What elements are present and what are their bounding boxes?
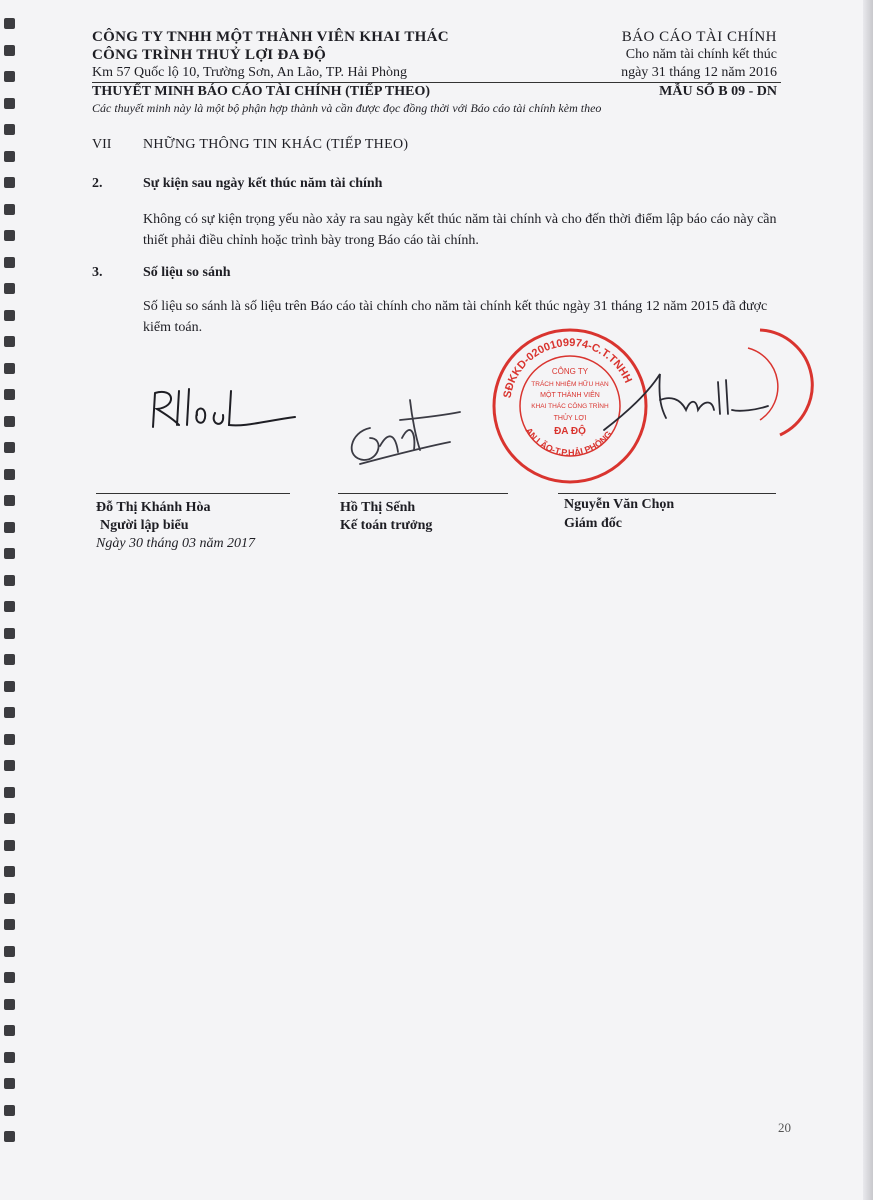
seal-line5: THỦY LỢI <box>553 415 587 422</box>
binding-hole <box>4 442 15 453</box>
item-number: 2. <box>92 176 103 191</box>
signatory-role: Người lập biểu <box>100 518 189 533</box>
report-title: BÁO CÁO TÀI CHÍNH <box>621 29 777 45</box>
signatory-name: Hồ Thị Sếnh <box>340 500 416 515</box>
binding-hole <box>4 124 15 135</box>
signature-director <box>600 370 770 440</box>
binding-hole <box>4 1052 15 1063</box>
binding-hole <box>4 283 15 294</box>
item-text: Không có sự kiện trọng yếu nào xảy ra sau ngày kết thúc năm tài chính và cho đến thời điểm lập báo cáo này cần thiết phải điều chỉnh hoặc trình bày trong Báo cáo tài chính. <box>143 212 777 248</box>
company-name-line2: CÔNG TRÌNH THUỶ LỢI ĐA ĐỘ <box>92 47 327 63</box>
notes-title: THUYẾT MINH BÁO CÁO TÀI CHÍNH (TIẾP THEO) <box>92 84 431 99</box>
binding-hole <box>4 71 15 82</box>
seal-ring-text: SĐKKD-0200109974-C.T.TNHH <box>501 336 634 400</box>
binding-hole <box>4 1105 15 1116</box>
company-address: Km 57 Quốc lộ 10, Trường Sơn, An Lão, TP. Hải Phòng <box>92 65 407 80</box>
signatory-name: Nguyễn Văn Chọn <box>564 497 675 512</box>
signature-chief-accountant <box>340 398 470 473</box>
binding-hole <box>4 946 15 957</box>
notes-subtitle: Các thuyết minh này là một bộ phận hợp thành và cần được đọc đồng thời với Báo cáo tài chính kèm theo <box>92 101 602 115</box>
seal-line6: ĐA ĐỘ <box>554 426 586 437</box>
signatory-name: Đỗ Thị Khánh Hòa <box>96 500 211 515</box>
binding-hole <box>4 840 15 851</box>
binding-hole <box>4 151 15 162</box>
page-edge <box>863 0 873 1200</box>
binding-hole <box>4 522 15 533</box>
seal-line2: TRÁCH NHIỆM HỮU HẠN <box>531 381 609 388</box>
binding-hole <box>4 654 15 665</box>
section-number: VII <box>92 137 112 152</box>
signature-line <box>338 493 508 494</box>
signature-line <box>558 493 776 494</box>
page-number: 20 <box>778 1120 791 1135</box>
binding-hole <box>4 469 15 480</box>
seal-line3: MỘT THÀNH VIÊN <box>540 392 600 399</box>
binding-hole <box>4 919 15 930</box>
report-period-line1: Cho năm tài chính kết thúc <box>625 47 777 62</box>
company-name-line1: CÔNG TY TNHH MỘT THÀNH VIÊN KHAI THÁC <box>92 29 449 45</box>
binding-hole <box>4 681 15 692</box>
binding-hole <box>4 893 15 904</box>
signature-preparer <box>145 385 305 445</box>
binding-hole <box>4 1131 15 1142</box>
binding-hole <box>4 999 15 1010</box>
binding-hole <box>4 389 15 400</box>
binding-hole <box>4 787 15 798</box>
binding-hole <box>4 760 15 771</box>
binding-hole <box>4 257 15 268</box>
item-title: Sự kiện sau ngày kết thúc năm tài chính <box>143 176 383 191</box>
form-code: MẪU SỐ B 09 - DN <box>659 84 777 99</box>
binding-hole <box>4 813 15 824</box>
binding-hole <box>4 495 15 506</box>
binding-hole <box>4 1078 15 1089</box>
binding-hole <box>4 98 15 109</box>
binding-hole <box>4 707 15 718</box>
item-number: 3. <box>92 265 103 280</box>
binding-hole <box>4 575 15 586</box>
signatory-role: Giám đốc <box>564 516 622 531</box>
binding-hole <box>4 230 15 241</box>
section-title: NHỮNG THÔNG TIN KHÁC (TIẾP THEO) <box>143 137 409 152</box>
binding-hole <box>4 601 15 612</box>
binding-hole <box>4 866 15 877</box>
signatory-role: Kế toán trưởng <box>340 518 433 533</box>
binding-hole <box>4 734 15 745</box>
item-text: Số liệu so sánh là số liệu trên Báo cáo tài chính cho năm tài chính kết thúc ngày 31 tháng 12 năm 2015 đã được kiểm toán. <box>143 299 768 335</box>
binding-hole <box>4 416 15 427</box>
binding-hole <box>4 45 15 56</box>
binding-hole <box>4 1025 15 1036</box>
signature-line <box>96 493 290 494</box>
binding-hole <box>4 336 15 347</box>
spiral-binding <box>4 18 18 1188</box>
binding-hole <box>4 363 15 374</box>
binding-hole <box>4 628 15 639</box>
seal-line1: CÔNG TY <box>551 367 589 376</box>
header-divider <box>92 82 781 83</box>
item-title: Số liệu so sánh <box>143 265 231 280</box>
binding-hole <box>4 310 15 321</box>
binding-hole <box>4 177 15 188</box>
date-line: Ngày 30 tháng 03 năm 2017 <box>96 536 256 551</box>
report-period-line2: ngày 31 tháng 12 năm 2016 <box>621 65 777 80</box>
binding-hole <box>4 18 15 29</box>
binding-hole <box>4 548 15 559</box>
binding-hole <box>4 204 15 215</box>
binding-hole <box>4 972 15 983</box>
seal-bottom-text: AN LÃO-T.P.HẢI PHÒNG <box>523 425 614 458</box>
seal-line4: KHAI THÁC CÔNG TRÌNH <box>531 403 609 410</box>
